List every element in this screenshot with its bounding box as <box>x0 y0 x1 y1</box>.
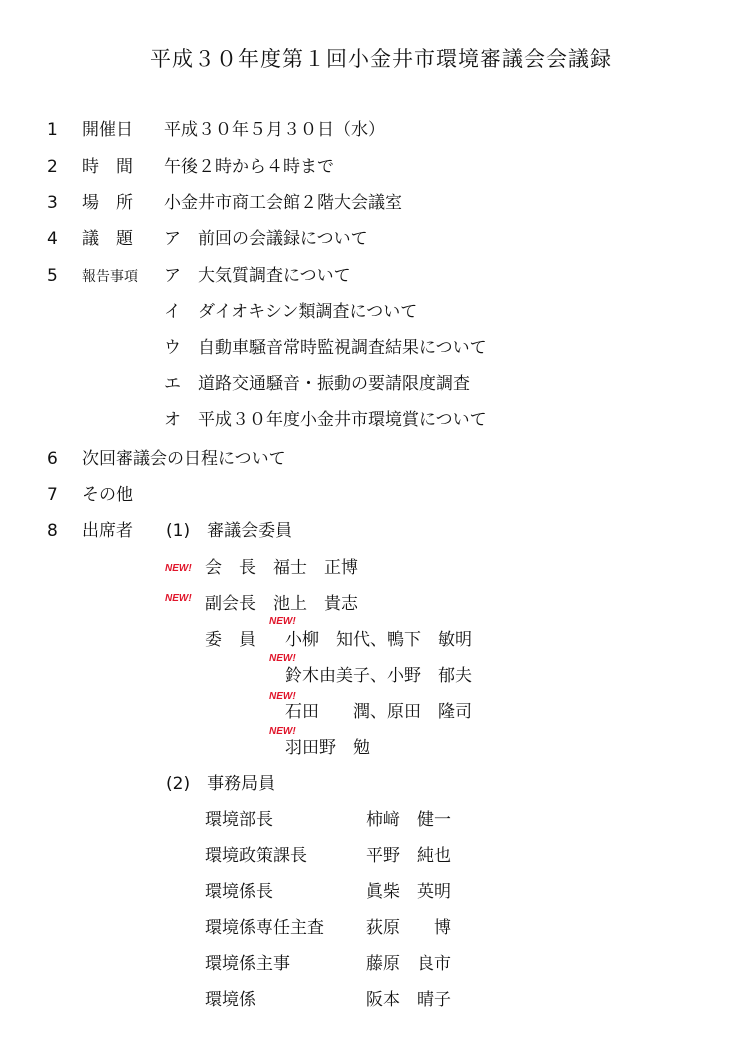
item-text: 平成３０年５月３０日（水） <box>164 120 385 140</box>
staff-role: 環境係主事 <box>205 954 290 974</box>
staff-name: 平野 純也 <box>366 846 451 866</box>
item-label: 議 題 <box>82 229 133 249</box>
item-number: 6 <box>47 449 58 469</box>
item-label: 出席者 <box>82 521 133 541</box>
item-text: 次回審議会の日程について <box>82 449 286 469</box>
item-number: 4 <box>47 229 58 249</box>
member-line: 鈴木由美子、小野 郁夫 <box>285 666 472 686</box>
item-number: 1 <box>47 120 58 140</box>
item-number: 5 <box>47 266 58 286</box>
staff-role: 環境部長 <box>205 810 273 830</box>
staff-role: 環境係専任主査 <box>205 918 324 938</box>
staff-name: 柿﨑 健一 <box>366 810 451 830</box>
item-label: 報告事項 <box>82 269 138 285</box>
secretariat-heading: (2) 事務局員 <box>166 774 276 794</box>
member-line: 羽田野 勉 <box>285 738 370 758</box>
member-line: 小柳 知代、鴨下 敏明 <box>285 630 472 650</box>
item-text: ア 大気質調査について <box>164 266 351 286</box>
item-number: 3 <box>47 193 58 213</box>
item-label: 開催日 <box>82 120 133 140</box>
vice-chair-line: 副会長 池上 貴志 <box>205 594 358 614</box>
item-text: (1) 審議会委員 <box>166 521 293 541</box>
new-badge: NEW! <box>269 616 296 627</box>
new-badge: NEW! <box>165 563 192 574</box>
item-text: 小金井市商工会館２階大会議室 <box>164 193 402 213</box>
item-label: 場 所 <box>82 193 133 213</box>
new-badge: NEW! <box>269 691 296 702</box>
item-text: その他 <box>82 485 133 505</box>
item-text: 午後２時から４時まで <box>164 157 334 177</box>
new-badge: NEW! <box>165 593 192 604</box>
members-label: 委 員 <box>205 630 256 650</box>
member-line: 石田 潤、原田 隆司 <box>285 702 472 722</box>
item-number: 2 <box>47 157 58 177</box>
item-label: 時 間 <box>82 157 133 177</box>
report-subitem: ウ 自動車騒音常時監視調査結果について <box>164 338 487 358</box>
chair-line: 会 長 福士 正博 <box>205 558 358 578</box>
item-text: ア 前回の会議録について <box>164 229 368 249</box>
staff-role: 環境政策課長 <box>205 846 307 866</box>
staff-name: 眞柴 英明 <box>366 882 451 902</box>
staff-name: 荻原 博 <box>366 918 451 938</box>
staff-name: 藤原 良市 <box>366 954 451 974</box>
report-subitem: オ 平成３０年度小金井市環境賞について <box>164 410 487 430</box>
new-badge: NEW! <box>269 653 296 664</box>
staff-role: 環境係長 <box>205 882 273 902</box>
staff-role: 環境係 <box>205 990 256 1010</box>
staff-name: 阪本 晴子 <box>366 990 451 1010</box>
report-subitem: エ 道路交通騒音・振動の要請限度調査 <box>164 374 470 394</box>
new-badge: NEW! <box>269 726 296 737</box>
page-title: 平成３０年度第１回小金井市環境審議会会議録 <box>150 47 612 71</box>
item-number: 8 <box>47 521 58 541</box>
item-number: 7 <box>47 485 58 505</box>
report-subitem: イ ダイオキシン類調査について <box>164 302 418 322</box>
